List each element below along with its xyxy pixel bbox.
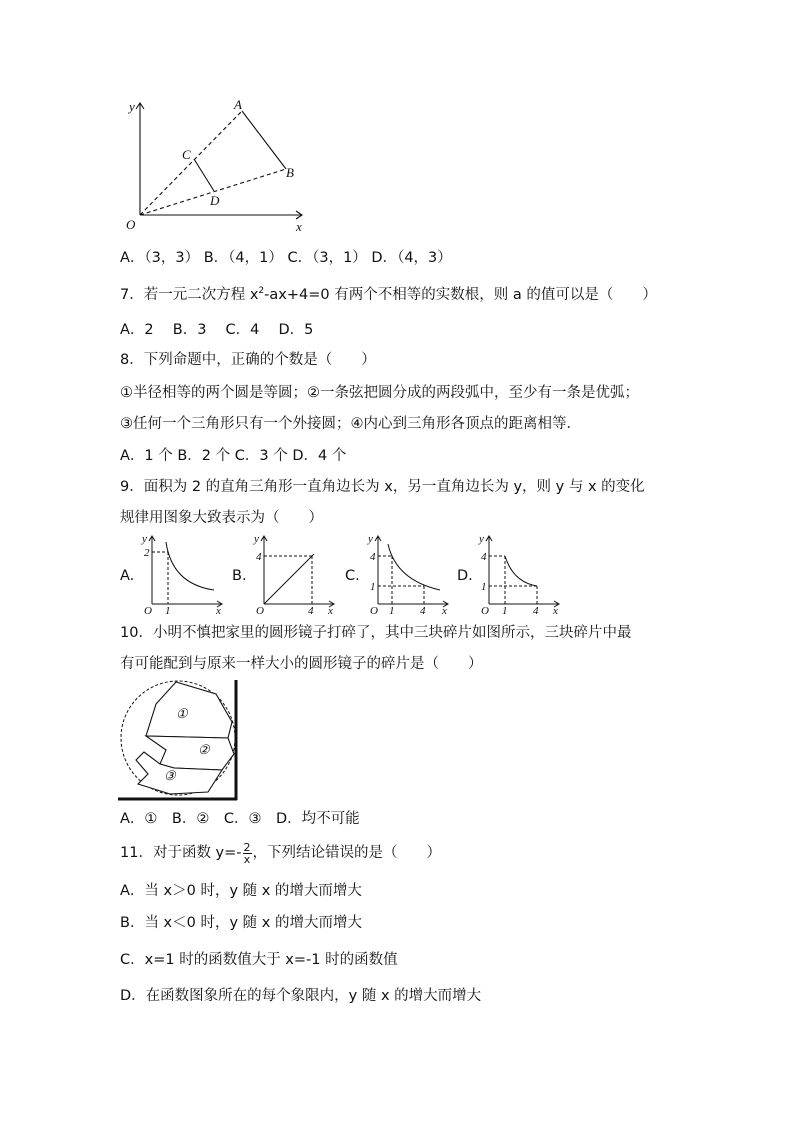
q9-stem-line2: 规律用图象大致表示为（ ） <box>120 510 323 526</box>
point-a-label: A <box>234 97 242 112</box>
tick-4: 4 <box>256 551 262 563</box>
q9-graph-b <box>250 532 340 617</box>
curve <box>166 542 214 590</box>
segment-ab <box>242 111 286 169</box>
x-label: x <box>553 605 558 617</box>
segment-cd <box>194 159 214 191</box>
q7-stem <box>120 287 657 302</box>
q11-stem-pre: 11．对于函数 y=- <box>120 845 242 861</box>
origin-label: O <box>144 605 152 617</box>
q7-stem-post: -ax+4=0 有两个不相等的实数根，则 a 的值可以是（ ） <box>264 286 657 303</box>
curve <box>505 556 537 586</box>
q11-stem-post: ，下列结论错误的是（ ） <box>252 845 442 861</box>
point-c-label: C <box>182 147 191 162</box>
q7-superscript: 2 <box>258 286 265 296</box>
y-label: y <box>129 99 135 114</box>
tick-4: 4 <box>370 551 376 563</box>
q9-option-a-label: A. <box>120 568 135 584</box>
q11-fraction-denominator: x <box>243 852 251 866</box>
q11-fraction-numerator: 2 <box>243 840 251 854</box>
origin-label: O <box>481 605 489 617</box>
q9-graph-a <box>138 532 228 617</box>
q10-mirror-figure <box>118 678 242 802</box>
tick-2: 2 <box>144 547 150 559</box>
q11-fraction <box>243 842 252 865</box>
piece-2-label: ② <box>198 742 210 757</box>
tick-1-y: 1 <box>481 581 487 593</box>
y-label: y <box>142 533 147 545</box>
tick-1: 1 <box>165 605 171 617</box>
y-label: y <box>254 533 259 545</box>
x-label: x <box>216 605 221 617</box>
point-d-label: D <box>210 193 220 208</box>
tick-4: 4 <box>481 551 487 563</box>
q11-option-b: B．当 x＜0 时，y 随 x 的增大而增大 <box>120 915 362 931</box>
y-label: y <box>368 533 373 545</box>
line-oa <box>140 111 242 215</box>
origin-label: O <box>126 217 136 232</box>
q10-stem-line2: 有可能配到与原来一样大小的圆形镜子的碎片是（ ） <box>120 656 483 672</box>
origin-label: O <box>256 605 264 617</box>
q7-options: A．2 B．3 C．4 D．5 <box>120 322 314 338</box>
q7-stem-pre: 7．若一元二次方程 x <box>120 286 259 303</box>
piece-1-label: ① <box>176 706 188 721</box>
q10-options: A．① B．② C．③ D．均不可能 <box>120 811 360 827</box>
q9-option-c-label: C. <box>345 568 360 584</box>
q8-options: A．1 个 B．2 个 C．3 个 D．4 个 <box>120 448 347 464</box>
q11-stem <box>120 841 441 865</box>
q11-option-a: A．当 x＞0 时，y 随 x 的增大而增大 <box>120 883 362 899</box>
q11-option-d: D．在函数图象所在的每个象限内，y 随 x 的增大而增大 <box>120 988 482 1004</box>
q11-option-c: C．x=1 时的函数值大于 x=-1 时的函数值 <box>120 952 398 968</box>
x-label: x <box>442 605 447 617</box>
q9-option-b-label: B. <box>232 568 247 584</box>
q8-statement-2: ③任何一个三角形只有一个外接圆；④内心到三角形各顶点的距离相等． <box>120 416 581 432</box>
q8-statement-1: ①半径相等的两个圆是等圆；②一条弦把圆分成的两段弧中，至少有一条是优弧； <box>120 385 639 401</box>
q9-graph-c <box>364 532 454 617</box>
q6-options: A．（3，3） B．（4，1） C．（3，1） D．（4，3） <box>120 250 452 266</box>
x-label: x <box>296 219 302 234</box>
y-label: y <box>479 533 484 545</box>
tick-4-x: 4 <box>308 605 314 617</box>
piece-1 <box>146 682 232 738</box>
x-label: x <box>328 605 333 617</box>
tick-1-y: 1 <box>370 581 376 593</box>
tick-4-x: 4 <box>533 605 539 617</box>
tick-1: 1 <box>389 605 395 617</box>
line <box>264 554 314 604</box>
tick-1: 1 <box>502 605 508 617</box>
q6-coordinate-figure <box>110 95 320 235</box>
point-b-label: B <box>286 165 294 180</box>
q9-graph-d <box>475 532 565 617</box>
origin-label: O <box>370 605 378 617</box>
piece-3-label: ③ <box>164 768 176 783</box>
tick-4-x: 4 <box>420 605 426 617</box>
q9-option-d-label: D. <box>457 568 473 584</box>
q10-stem-line1: 10．小明不慎把家里的圆形镜子打碎了，其中三块碎片如图所示，三块碎片中最 <box>120 625 632 641</box>
curve <box>388 544 440 590</box>
q8-stem: 8．下列命题中，正确的个数是（ ） <box>120 352 376 368</box>
q9-stem-line1: 9．面积为 2 的直角三角形一直角边长为 x，另一直角边长为 y，则 y 与 x 的变化 <box>120 479 645 495</box>
